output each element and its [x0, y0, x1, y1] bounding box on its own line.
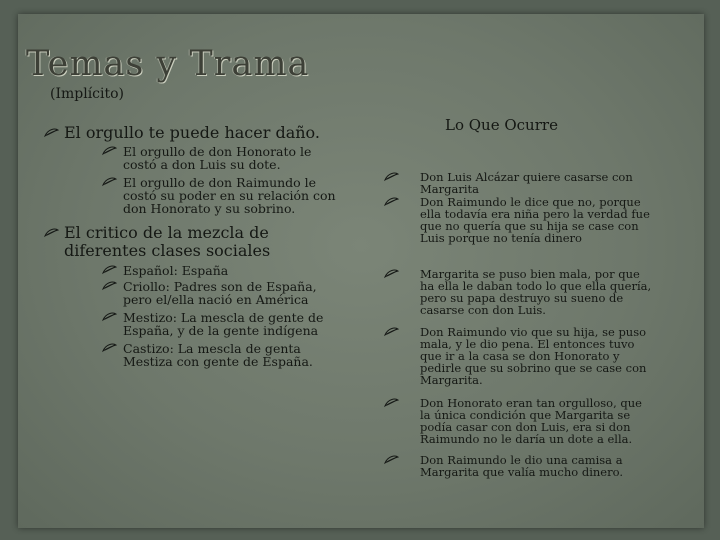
list-item: [384, 268, 669, 316]
list-item-label: Castizo: La mescla de genta Mestiza con gente de España.: [123, 341, 313, 369]
slide-subtitle: (Implícito): [50, 86, 125, 102]
list-item-label: Don Raimundo vio que su hija, se puso mala, y le dio pena. El entonces tuvo que ir a la casa se don Honorato y pedirle que su sobrino que se case con Margarita.: [420, 325, 647, 387]
right-column-title: Lo Que Ocurre: [445, 116, 558, 134]
leaf-bullet-icon: [384, 327, 399, 337]
leaf-bullet-icon: [384, 197, 399, 207]
list-item-label: Don Luis Alcázar quiere casarse con Margarita: [420, 170, 633, 196]
leaf-bullet-icon: [384, 455, 399, 465]
list-item-label: Criollo: Padres son de España, pero el/ella nació en América: [123, 279, 317, 307]
list-item: [384, 196, 669, 244]
leaf-bullet-icon: [384, 398, 399, 408]
list-item: [102, 311, 342, 337]
list-item: [102, 342, 342, 368]
leaf-bullet-icon: [384, 172, 399, 182]
list-item-label: Margarita se puso bien mala, por que ha ella le daban todo lo que ella quería, pero su papa destruyo su sueno de casarse con don Luis.: [420, 267, 652, 317]
list-item: [384, 171, 669, 195]
leaf-bullet-icon: [102, 281, 117, 291]
list-item-label: El orgullo de don Honorato le costó a don Luis su dote.: [123, 144, 312, 172]
leaf-bullet-icon: [102, 312, 117, 322]
list-item: [44, 124, 334, 142]
list-item: [102, 176, 342, 215]
list-item: [384, 397, 669, 445]
leaf-bullet-icon: [102, 177, 117, 187]
list-item: [102, 264, 342, 277]
leaf-bullet-icon: [102, 265, 117, 275]
leaf-bullet-icon: [384, 269, 399, 279]
list-item-label: El critico de la mezcla de diferentes clases sociales: [64, 223, 271, 260]
list-item-label: El orgullo de don Raimundo le costó su poder en su relación con don Honorato y su sobrino.: [123, 175, 336, 216]
leaf-bullet-icon: [102, 343, 117, 353]
slide-title: Temas y Trama: [26, 44, 310, 84]
list-item-label: Español: España: [123, 263, 229, 278]
leaf-bullet-icon: [44, 228, 59, 238]
list-item: [384, 326, 669, 386]
list-item-label: Don Honorato eran tan orgulloso, que la única condición que Margarita se podía casar con don Luis, era si don Raimundo no le daría un dote a ella.: [420, 396, 642, 446]
list-item: [44, 224, 344, 260]
list-item-label: Mestizo: La mescla de gente de España, y de la gente indígena: [123, 310, 324, 338]
list-item: [102, 280, 342, 306]
list-item-label: El orgullo te puede hacer daño.: [64, 123, 320, 142]
list-item: [102, 145, 342, 171]
leaf-bullet-icon: [44, 128, 59, 138]
list-item-label: Don Raimundo le dice que no, porque ella todavía era niña pero la verdad fue que no quería que su hija se case con Luis porque no tenía dinero: [420, 195, 650, 245]
list-item-label: Don Raimundo le dio una camisa a Margarita que valía mucho dinero.: [420, 453, 623, 479]
list-item: [384, 454, 669, 478]
leaf-bullet-icon: [102, 146, 117, 156]
